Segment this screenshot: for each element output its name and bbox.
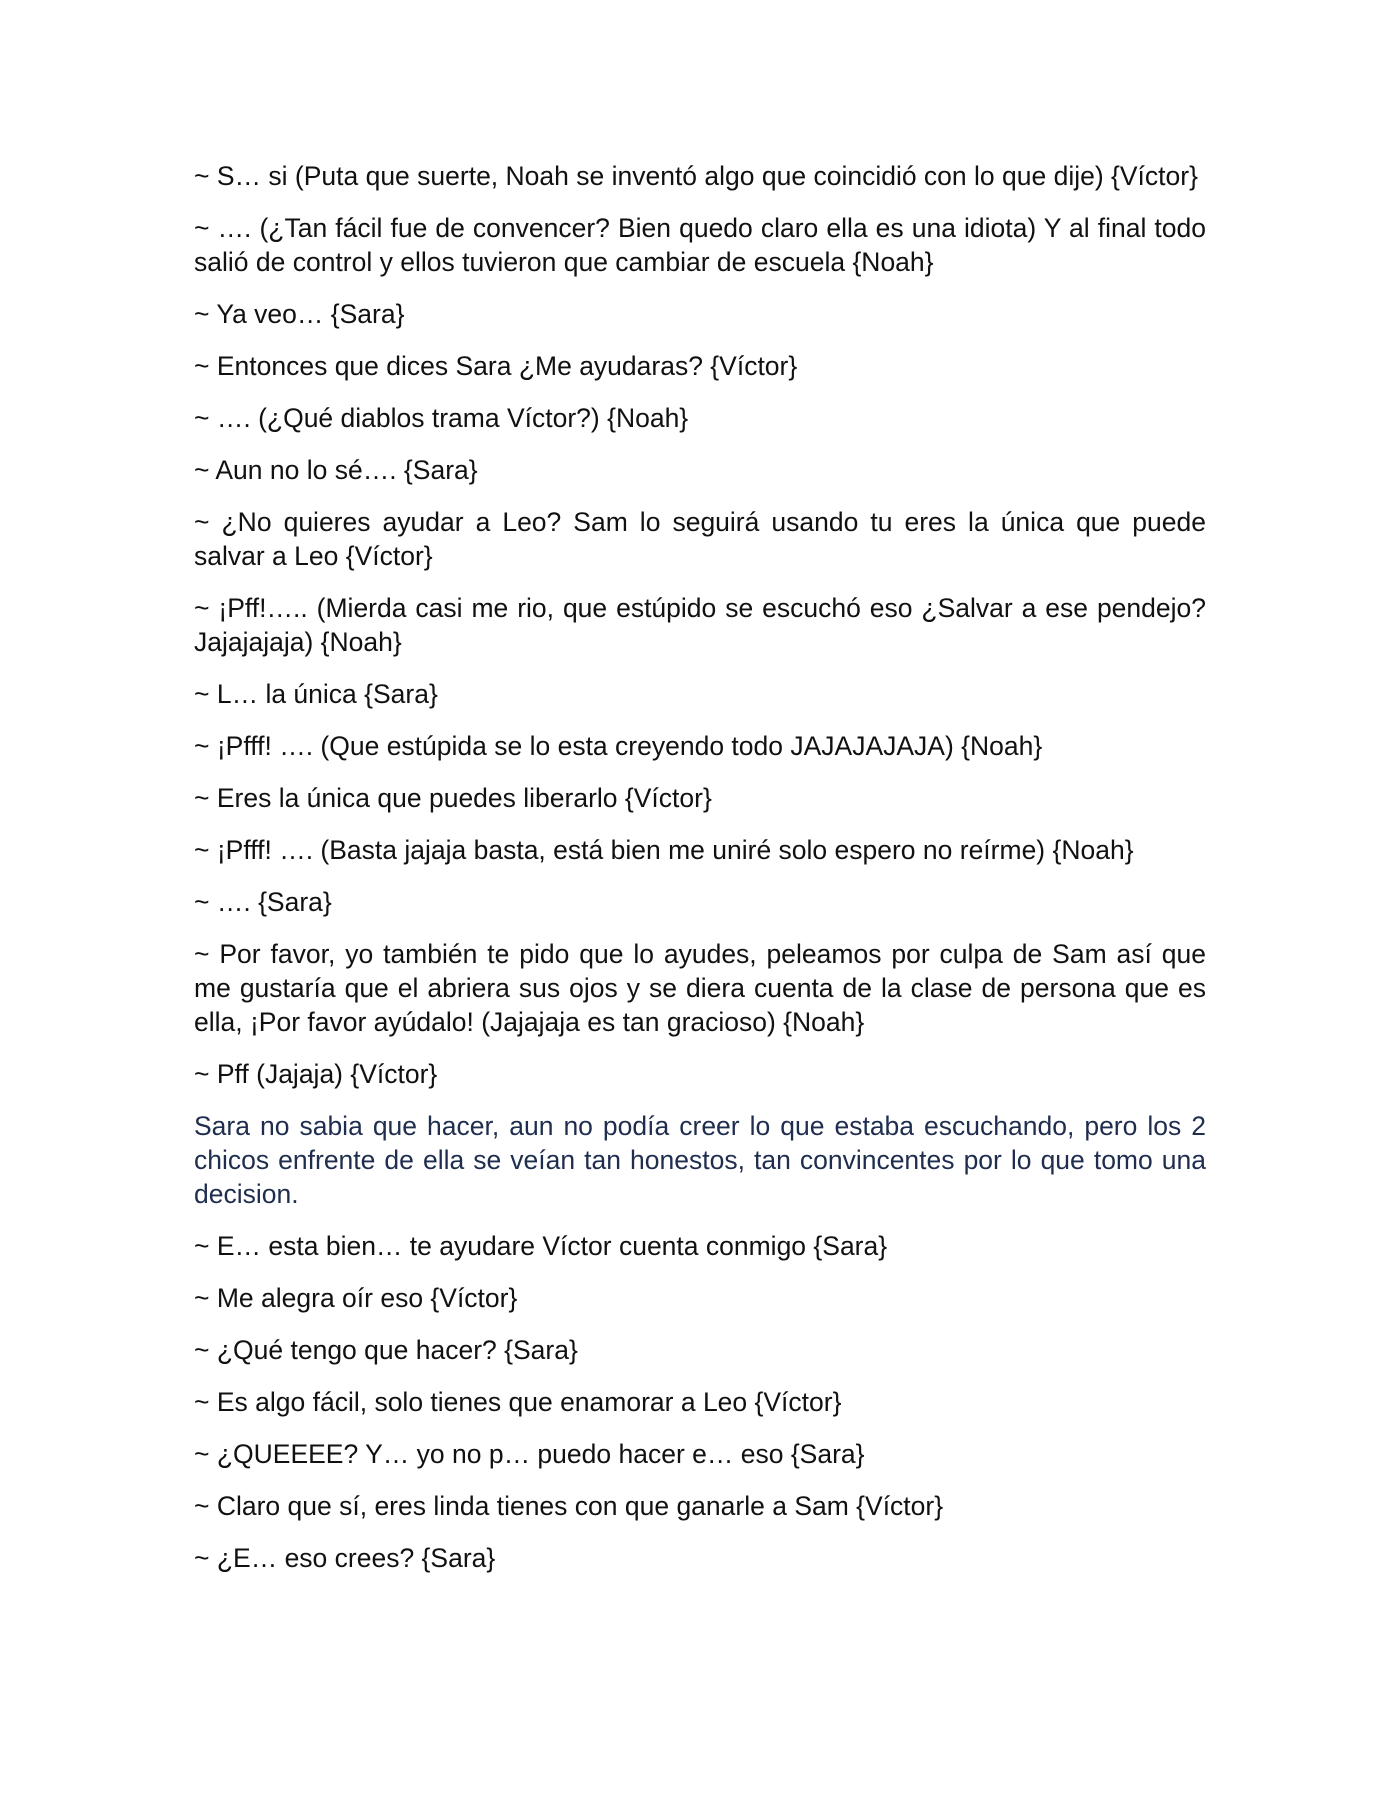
dialogue-line: ~ Por favor, yo también te pido que lo ayudes, peleamos por culpa de Sam así que me gustaría que el abriera sus ojos y se diera cuenta de la clase de persona que es ella, ¡Por favor ayúdalo! (Jajajaja es tan gracioso) {Noah} bbox=[194, 939, 1214, 1037]
dialogue-line: ~ Me alegra oír eso {Víctor} bbox=[194, 1283, 518, 1313]
dialogue-line: ~ ¿Qué tengo que hacer? {Sara} bbox=[194, 1335, 578, 1365]
dialogue-line: ~ E… esta bien… te ayudare Víctor cuenta conmigo {Sara} bbox=[194, 1231, 888, 1261]
dialogue-line: ~ …. (¿Qué diablos trama Víctor?) {Noah} bbox=[194, 403, 689, 433]
document-body bbox=[194, 159, 1214, 1593]
dialogue-line: ~ ¿QUEEEE? Y… yo no p… puedo hacer e… eso {Sara} bbox=[194, 1439, 865, 1469]
dialogue-line: ~ …. (¿Tan fácil fue de convencer? Bien quedo claro ella es una idiota) Y al final todo salió de control y ellos tuvieron que cambiar de escuela {Noah} bbox=[194, 213, 1214, 277]
dialogue-line: ~ Es algo fácil, solo tienes que enamorar a Leo {Víctor} bbox=[194, 1387, 842, 1417]
dialogue-line: ~ Ya veo… {Sara} bbox=[194, 299, 405, 329]
dialogue-line: ~ ¿No quieres ayudar a Leo? Sam lo seguirá usando tu eres la única que puede salvar a Leo {Víctor} bbox=[194, 507, 1214, 571]
narration-paragraph: Sara no sabia que hacer, aun no podía creer lo que estaba escuchando, pero los 2 chicos enfrente de ella se veían tan honestos, tan convincentes por lo que tomo una decision. bbox=[194, 1111, 1214, 1209]
dialogue-line: ~ ¡Pff!….. (Mierda casi me rio, que estúpido se escuchó eso ¿Salvar a ese pendejo? Jajajajaja) {Noah} bbox=[194, 593, 1214, 657]
dialogue-line: ~ Entonces que dices Sara ¿Me ayudaras? {Víctor} bbox=[194, 351, 798, 381]
dialogue-line: ~ Aun no lo sé…. {Sara} bbox=[194, 455, 478, 485]
dialogue-line: ~ Pff (Jajaja) {Víctor} bbox=[194, 1059, 438, 1089]
dialogue-line: ~ ¿E… eso crees? {Sara} bbox=[194, 1543, 496, 1573]
dialogue-line: ~ ¡Pfff! …. (Que estúpida se lo esta creyendo todo JAJAJAJAJA) {Noah} bbox=[194, 731, 1043, 761]
dialogue-line: ~ Claro que sí, eres linda tienes con que ganarle a Sam {Víctor} bbox=[194, 1491, 944, 1521]
dialogue-line: ~ L… la única {Sara} bbox=[194, 679, 438, 709]
dialogue-line: ~ S… si (Puta que suerte, Noah se inventó algo que coincidió con lo que dije) {Víctor} bbox=[194, 161, 1198, 191]
dialogue-line: ~ ¡Pfff! …. (Basta jajaja basta, está bien me uniré solo espero no reírme) {Noah} bbox=[194, 835, 1134, 865]
dialogue-line: ~ …. {Sara} bbox=[194, 887, 332, 917]
dialogue-line: ~ Eres la única que puedes liberarlo {Víctor} bbox=[194, 783, 712, 813]
